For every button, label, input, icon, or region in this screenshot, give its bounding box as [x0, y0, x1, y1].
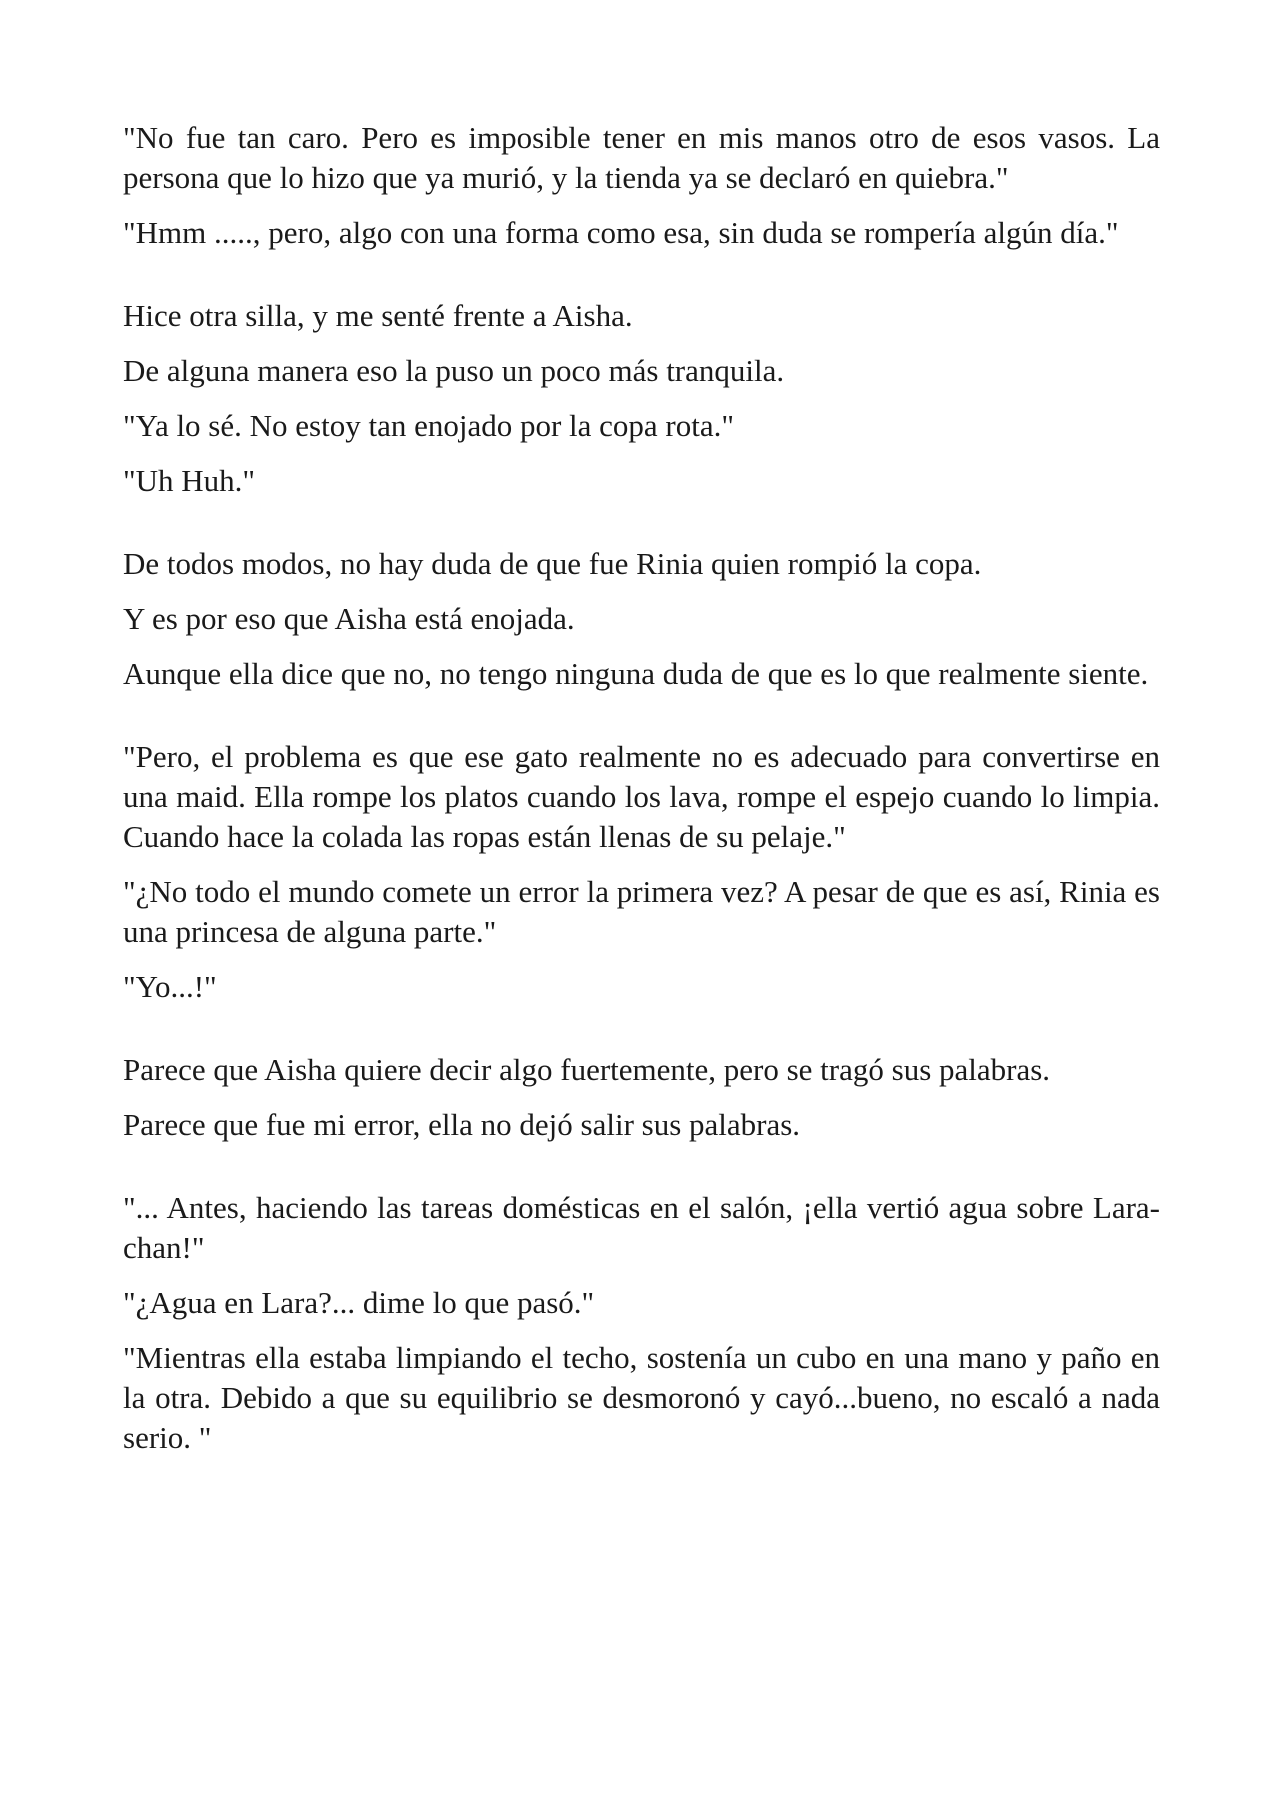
paragraph: Aunque ella dice que no, no tengo ninguna duda de que es lo que realmente siente.	[123, 656, 1149, 691]
paragraph: Parece que Aisha quiere decir algo fuertemente, pero se tragó sus palabras.	[123, 1052, 1051, 1087]
paragraph: "No fue tan caro. Pero es imposible tener en mis manos otro de esos vasos. La persona que lo hizo que ya murió, y la tienda ya se declaró en quiebra."	[123, 120, 1160, 195]
paragraph: "¿No todo el mundo comete un error la primera vez? A pesar de que es así, Rinia es una princesa de alguna parte."	[123, 874, 1160, 949]
paragraph: "Mientras ella estaba limpiando el techo, sostenía un cubo en una mano y paño en la otra. Debido a que su equilibrio se desmoronó y cayó...bueno, no escaló a nada serio. "	[123, 1340, 1160, 1455]
paragraph: "Uh Huh."	[123, 463, 256, 498]
paragraph: "Hmm ....., pero, algo con una forma como esa, sin duda se rompería algún día."	[123, 215, 1119, 250]
paragraph: Y es por eso que Aisha está enojada.	[123, 601, 575, 636]
document-page	[123, 118, 1160, 1473]
paragraph: "Yo...!"	[123, 969, 217, 1004]
paragraph: Parece que fue mi error, ella no dejó salir sus palabras.	[123, 1107, 801, 1142]
paragraph: "... Antes, haciendo las tareas domésticas en el salón, ¡ella vertió agua sobre Lara-chan!"	[123, 1190, 1160, 1265]
paragraph: Hice otra silla, y me senté frente a Aisha.	[123, 298, 633, 333]
paragraph: "Pero, el problema es que ese gato realmente no es adecuado para convertirse en una maid. Ella rompe los platos cuando los lava, rompe el espejo cuando lo limpia. Cuando hace la colada las ropas están llenas de su pelaje."	[123, 739, 1160, 854]
paragraph: "Ya lo sé. No estoy tan enojado por la copa rota."	[123, 408, 735, 443]
paragraph: De todos modos, no hay duda de que fue Rinia quien rompió la copa.	[123, 546, 982, 581]
paragraph: "¿Agua en Lara?... dime lo que pasó."	[123, 1285, 595, 1320]
paragraph: De alguna manera eso la puso un poco más tranquila.	[123, 353, 785, 388]
